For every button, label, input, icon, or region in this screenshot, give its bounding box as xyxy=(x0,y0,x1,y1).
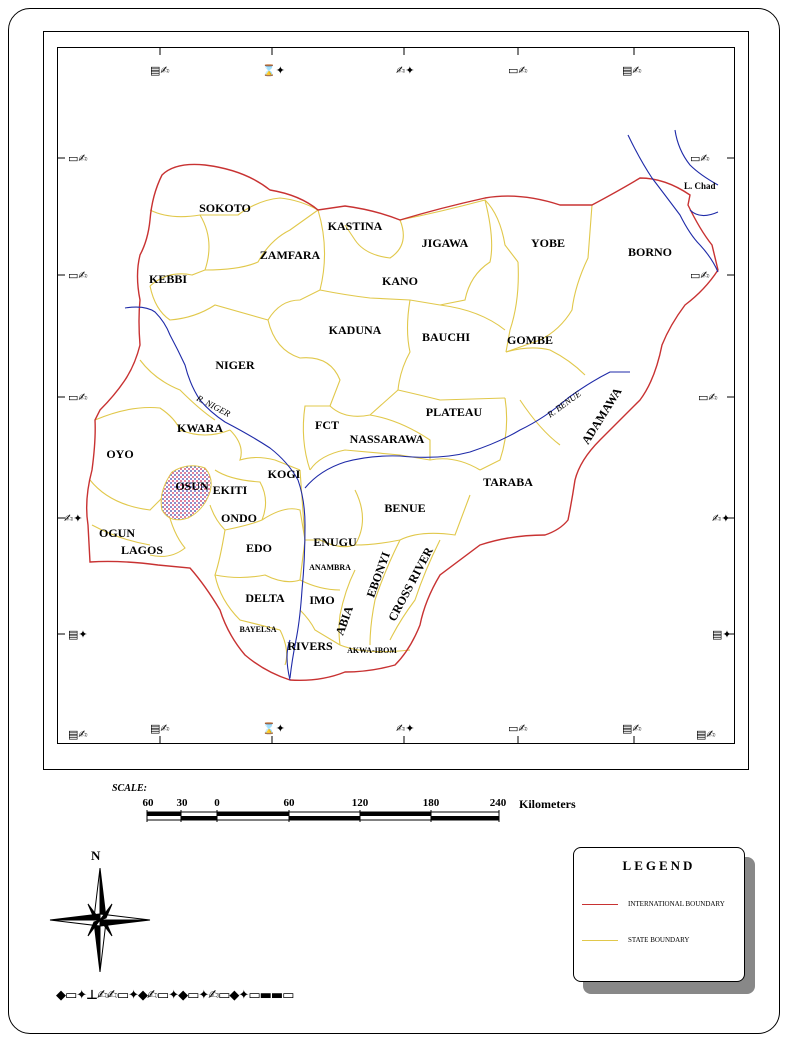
north-letter: N xyxy=(91,848,101,863)
state-label: OYO xyxy=(106,447,134,461)
state-label: IMO xyxy=(309,593,335,607)
state-label: PLATEAU xyxy=(425,405,483,419)
state-label: AKWA-IBOM xyxy=(347,646,397,655)
state-label: KWARA xyxy=(176,421,224,435)
north-arrow-icon xyxy=(48,866,152,974)
state-label: JIGAWA xyxy=(421,236,469,250)
scale-tick: 60 xyxy=(142,797,154,809)
legend-swatch xyxy=(582,904,618,905)
legend-title: LEGEND xyxy=(622,858,696,873)
state-label: KEBBI xyxy=(148,272,188,286)
scale-tick: 60 xyxy=(283,797,295,809)
scale-tick: 120 xyxy=(351,797,369,809)
svg-text:▤✍: ▤✍ xyxy=(150,722,170,735)
state-label: SOKOTO xyxy=(199,201,251,215)
state-label: NIGER xyxy=(215,358,255,372)
state-label: ANAMBRA xyxy=(309,563,351,572)
scale-bar xyxy=(140,810,510,824)
state-label: TARABA xyxy=(483,475,533,489)
state-label: EDO xyxy=(245,541,273,555)
svg-text:⌛✦: ⌛✦ xyxy=(262,64,285,77)
state-labels xyxy=(99,201,672,655)
legend xyxy=(573,847,745,982)
svg-text:✍✦: ✍✦ xyxy=(396,64,415,77)
state-label: FCT xyxy=(315,418,339,432)
state-label: GOMBE xyxy=(506,333,554,347)
svg-text:▤✍: ▤✍ xyxy=(622,722,642,735)
state-label: BAYELSA xyxy=(239,625,277,634)
state-label: EKITI xyxy=(212,483,248,497)
river-niger-label: R. NIGER xyxy=(195,392,232,419)
scale-tick: 30 xyxy=(176,797,188,809)
state-label: CROSS RIVER xyxy=(385,544,436,624)
state-label: NASSARAWA xyxy=(349,432,425,446)
state-label: ABIA xyxy=(332,604,356,638)
scale-units: Kilometers xyxy=(519,797,576,811)
svg-text:▤✍: ▤✍ xyxy=(150,64,170,77)
graticule-labels xyxy=(64,64,732,741)
state-label: ONDO xyxy=(221,511,257,525)
legend-item-international xyxy=(582,900,725,908)
svg-text:▭✍: ▭✍ xyxy=(690,152,710,165)
scale-caption: SCALE: xyxy=(112,783,148,794)
svg-text:▭✍: ▭✍ xyxy=(68,391,88,404)
state-label: ADAMAWA xyxy=(578,385,625,447)
scale-tick: 180 xyxy=(422,797,440,809)
footer-symbol-glyphs: ◆▭✦⊥✍✍▭✦◆✍▭✦◆▭✦✍▭◆✦▭▬▬▭ xyxy=(56,988,294,1003)
svg-text:▭✍: ▭✍ xyxy=(690,269,710,282)
svg-text:▤✍: ▤✍ xyxy=(622,64,642,77)
svg-text:✍✦: ✍✦ xyxy=(396,722,415,735)
river-benue xyxy=(305,372,630,488)
svg-text:▤✦: ▤✦ xyxy=(712,628,732,641)
svg-text:▭✍: ▭✍ xyxy=(508,722,528,735)
state-label: DELTA xyxy=(245,591,285,605)
svg-text:⌛✦: ⌛✦ xyxy=(262,722,285,735)
state-label: KOGI xyxy=(267,467,301,481)
svg-text:✍✦: ✍✦ xyxy=(64,512,83,525)
state-label: BORNO xyxy=(627,245,673,259)
graticule-ticks xyxy=(57,47,735,744)
legend-item-state xyxy=(582,936,689,944)
lake-chad-label: L. Chad xyxy=(684,181,716,191)
legend-label: STATE BOUNDARY xyxy=(628,936,690,944)
scale-tick: 0 xyxy=(214,797,220,809)
state-label: RIVERS xyxy=(287,639,333,653)
state-label: YOBE xyxy=(530,236,566,250)
svg-text:▭✍: ▭✍ xyxy=(698,391,718,404)
state-label: ZAMFARA xyxy=(259,248,321,262)
state-label: KADUNA xyxy=(328,323,382,337)
svg-text:▭✍: ▭✍ xyxy=(68,152,88,165)
svg-text:▭✍: ▭✍ xyxy=(508,64,528,77)
state-label: LAGOS xyxy=(120,543,164,557)
state-label: BENUE xyxy=(384,501,426,515)
svg-text:✍✦: ✍✦ xyxy=(712,512,731,525)
svg-text:▤✍: ▤✍ xyxy=(696,728,716,741)
state-label: ENUGU xyxy=(313,535,357,549)
river-benue-label: R. BENUE xyxy=(545,388,583,420)
state-label: BAUCHI xyxy=(421,330,471,344)
svg-text:▤✍: ▤✍ xyxy=(68,728,88,741)
svg-text:▤✦: ▤✦ xyxy=(68,628,88,641)
state-label: OGUN xyxy=(99,526,135,540)
state-label: OSUN xyxy=(175,479,209,493)
state-label: EBONYI xyxy=(363,549,393,600)
state-label: KASTINA xyxy=(327,219,383,233)
state-label: KANO xyxy=(382,274,418,288)
scale-tick: 240 xyxy=(489,797,507,809)
svg-text:▭✍: ▭✍ xyxy=(68,269,88,282)
legend-label: INTERNATIONAL BOUNDARY xyxy=(628,900,725,908)
legend-swatch xyxy=(582,940,618,941)
